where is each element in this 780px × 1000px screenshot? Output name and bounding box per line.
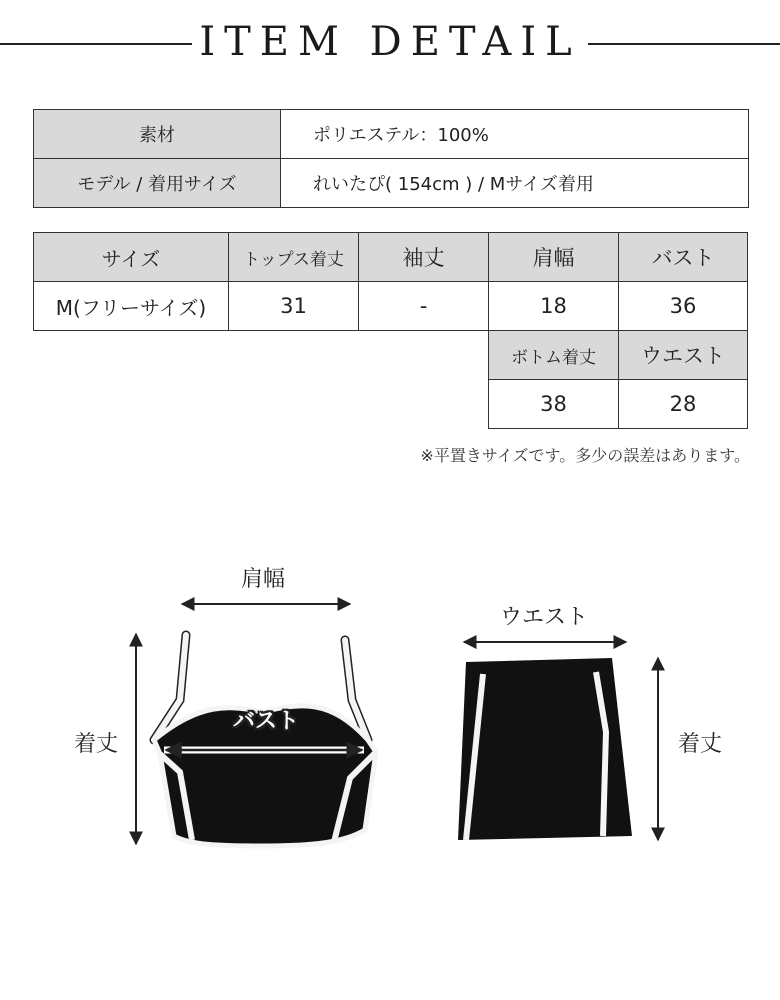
waist-value: 28 xyxy=(619,380,748,429)
model-size-label: モデル / 着用サイズ xyxy=(34,159,281,208)
size-value: M(フリーサイズ) xyxy=(34,282,229,331)
table-row xyxy=(34,282,748,331)
shoulder-label: 肩幅 xyxy=(241,567,286,592)
section-header xyxy=(0,0,780,90)
bust-label: バスト xyxy=(233,709,300,734)
skirt-length-label: 着丈 xyxy=(678,732,723,757)
page-title: ITEM DETAIL xyxy=(199,19,581,65)
shoulder-width-header: 肩幅 xyxy=(489,233,619,282)
size-chart-table xyxy=(33,232,748,429)
material-value: ポリエステル：100% xyxy=(281,110,749,159)
mini-skirt-image xyxy=(458,658,632,840)
table-row xyxy=(34,159,749,208)
size-header: サイズ xyxy=(34,233,229,282)
table-header-row xyxy=(34,233,748,282)
model-size-value: れいたぴ( 154cm ) / Mサイズ着用 xyxy=(281,159,749,208)
material-label: 素材 xyxy=(34,110,281,159)
shoulder-width-value: 18 xyxy=(489,282,619,331)
top-length-label: 着丈 xyxy=(74,732,119,757)
garment-illustration xyxy=(0,540,780,870)
tops-length-header: トップス着丈 xyxy=(229,233,359,282)
camisole-top-image xyxy=(154,635,376,846)
measurement-diagram xyxy=(0,540,780,870)
measurement-note: ※平置きサイズです。多少の誤差はあります。 xyxy=(420,446,750,465)
bust-value: 36 xyxy=(619,282,748,331)
bottom-length-value: 38 xyxy=(489,380,619,429)
header-rule-left xyxy=(0,43,192,45)
sleeve-length-value: - xyxy=(359,282,489,331)
table-header-row xyxy=(34,331,748,380)
table-row xyxy=(34,110,749,159)
waist-header: ウエスト xyxy=(619,331,748,380)
material-info-table xyxy=(33,109,749,208)
waist-label: ウエスト xyxy=(500,605,589,630)
bottom-length-header: ボトム着丈 xyxy=(489,331,619,380)
header-rule-right xyxy=(588,43,780,45)
sleeve-length-header: 袖丈 xyxy=(359,233,489,282)
tops-length-value: 31 xyxy=(229,282,359,331)
bust-header: バスト xyxy=(619,233,748,282)
table-row xyxy=(34,380,748,429)
